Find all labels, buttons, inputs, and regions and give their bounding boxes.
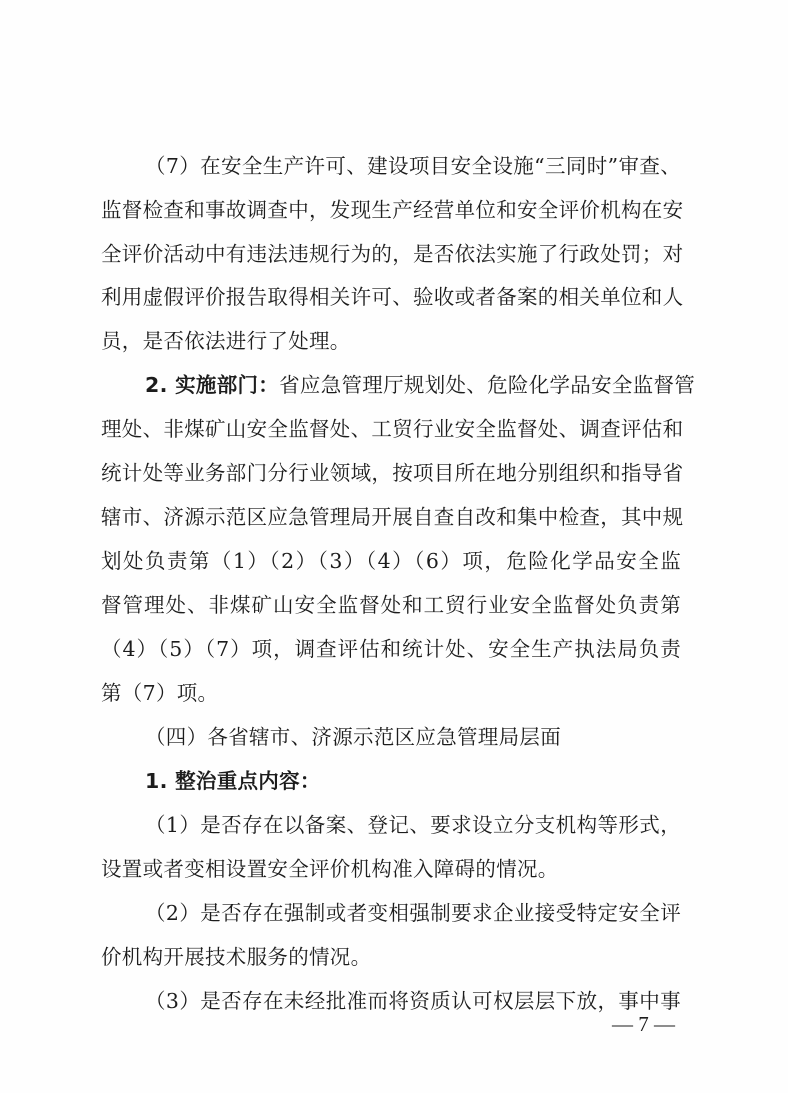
- paragraph-line: （1）是否存在以备案、登记、要求设立分支机构等形式，: [145, 813, 681, 837]
- paragraph-line: 设置或者变相设置安全评价机构准入障碍的情况。: [101, 857, 559, 881]
- paragraph-line: 利用虚假评价报告取得相关许可、验收或者备案的相关单位和人: [101, 285, 684, 309]
- implementing-department-text: 省应急管理厅规划处、危险化学品安全监督管: [279, 373, 696, 397]
- paragraph-line: 第（7）项。: [101, 681, 219, 705]
- implementing-department-line: [145, 371, 696, 399]
- paragraph-line: 全评价活动中有违法违规行为的，是否依法实施了行政处罚；对: [101, 242, 684, 266]
- paragraph-line: 价机构开展技术服务的情况。: [101, 945, 372, 969]
- paragraph-line: 理处、非煤矿山安全监督处、工贸行业安全监督处、调查评估和: [101, 417, 684, 441]
- subsection-heading: 1. 整治重点内容：: [145, 769, 321, 793]
- paragraph-line: 督管理处、非煤矿山安全监督处和工贸行业安全监督处负责第: [101, 593, 681, 617]
- paragraph-line: （2）是否存在强制或者变相强制要求企业接受特定安全评: [145, 901, 681, 925]
- paragraph-line: （7）在安全生产许可、建设项目安全设施“三同时”审查、: [145, 154, 681, 178]
- section-heading: （四）各省辖市、济源示范区应急管理局层面: [145, 725, 561, 749]
- paragraph-line: 员，是否依法进行了处理。: [101, 329, 351, 353]
- implementing-department-heading: 2. 实施部门：: [145, 373, 280, 397]
- paragraph-line: （3）是否存在未经批准而将资质认可权层层下放，事中事: [145, 989, 681, 1013]
- paragraph-line: 辖市、济源示范区应急管理局开展自查自改和集中检查，其中规: [101, 505, 684, 529]
- paragraph-line: 划处负责第（1）（2）（3）（4）（6）项，危险化学品安全监: [101, 549, 681, 573]
- paragraph-line: 监督检查和事故调查中，发现生产经营单位和安全评价机构在安: [101, 198, 684, 222]
- paragraph-line: （4）（5）（7）项，调查评估和统计处、安全生产执法局负责: [101, 637, 681, 661]
- page-number: — 7 —: [612, 1012, 675, 1036]
- paragraph-line: 统计处等业务部门分行业领域，按项目所在地分别组织和指导省: [101, 461, 684, 485]
